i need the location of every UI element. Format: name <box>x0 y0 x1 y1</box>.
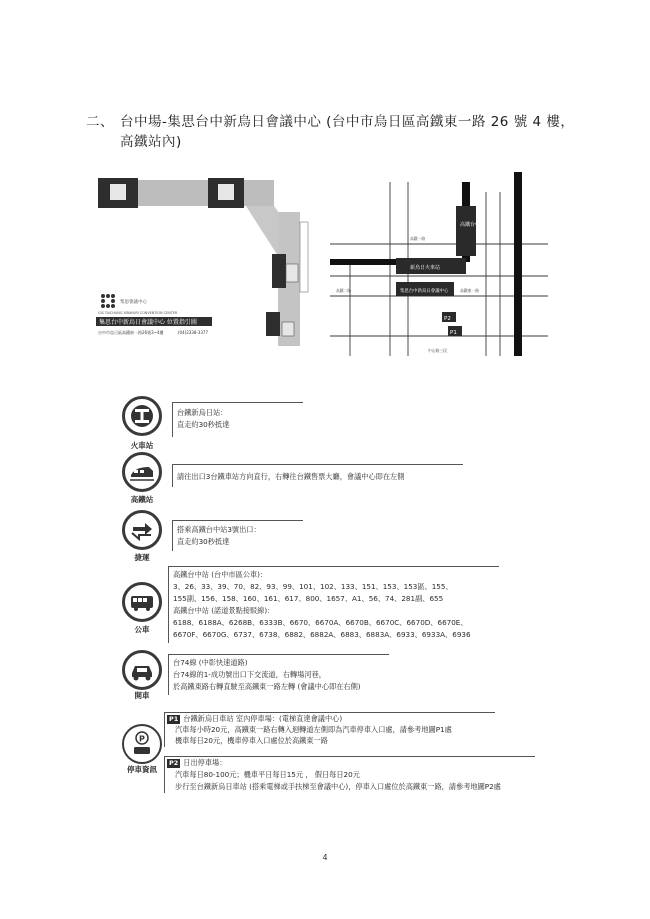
train-line-1: 台鐵新烏日站： <box>177 408 228 417</box>
parking-p1-box <box>164 712 495 747</box>
train-info-box <box>172 402 303 437</box>
svg-text:P: P <box>139 734 145 744</box>
high-speed-rail-icon <box>122 452 162 492</box>
street-map-graphic <box>330 172 548 356</box>
parking-label: 停車資訊 <box>127 765 157 774</box>
car-line-2: 台74線的1-成功號出口下交流道，右轉場河巷， <box>173 670 326 679</box>
bus-line-6: 6670F、6670G、6737、6738、6882、6882A、6883、6883A、6933、6933A、6936 <box>173 630 471 639</box>
floor-plan-map <box>96 172 324 356</box>
parking-p2-title: P2 日出停車場： <box>169 758 227 767</box>
bus-label: 公車 <box>134 625 150 634</box>
map-title: 集思台中新烏日會議中心 位置指引圖 <box>99 319 197 326</box>
train-line-2: 直走約30秒抵達 <box>177 420 230 429</box>
bus-info-box <box>168 566 499 643</box>
bus-line-3: 155副、156、158、160、161、617、800、1657、A1、56、74、281副、655 <box>173 594 444 603</box>
map-street-2: 高鐵二路 <box>336 288 352 293</box>
car-icon <box>122 650 162 690</box>
parking-p2-box <box>164 756 535 793</box>
car-line-3: 於高鐵東路右轉直駛至高鐵東一路左轉 (會議中心即在右側) <box>173 682 361 691</box>
car-line-1: 台74線 (中彰快速道路) <box>173 658 248 667</box>
p2-badge: P2 <box>169 759 179 767</box>
hsr-info-box <box>172 464 463 487</box>
map-hsr-label: 高鐵台中站 <box>460 222 486 228</box>
floor-plan-graphic <box>96 172 324 356</box>
bus-line-4: 高鐵台中站 (諾道景點接駁線)： <box>173 606 275 615</box>
map-street-1: 高鐵一路 <box>410 236 426 241</box>
parking-p1-line-2: 機車每日20元，機車停車入口處位於高鐵東一路 <box>175 736 328 745</box>
car-label: 開車 <box>134 691 150 700</box>
section-title-line1: 台中場-集思台中新烏日會議中心 (台中市烏日區高鐵東一路 26 號 4 樓， <box>120 114 575 130</box>
p1-badge: P1 <box>169 715 179 723</box>
bus-line-2: 3、26、33、39、70、82、93、99、101、102、133、151、153、153區、155、 <box>173 582 453 591</box>
map-train-station-label: 新烏日火車站 <box>410 265 441 271</box>
map-address: 台中市烏日區高鐵東一路26號3~4樓 <box>98 330 164 335</box>
map-p1-label: P1 <box>450 330 457 336</box>
parking-p1-line-1: 汽車每小時20元，高鐵東一路右轉入迴轉道左側即為汽車停車入口處，請參考地圖P1處 <box>175 725 452 734</box>
page-number: 4 <box>322 853 328 862</box>
parking-p2-line-2: 步行至台鐵新烏日車站 (搭乘電梯或手扶梯至會議中心)，停車入口處位於高鐵東一路，請參考地圖P2處 <box>175 782 501 791</box>
parking-p2-line-1: 汽車每日80-100元；機車平日每日15元 ， 假日每日20元 <box>175 770 360 779</box>
train-icon <box>122 396 162 436</box>
parking-p1-title: P1 台鐵新烏日車站 室內停車場：(電梯直達會議中心) <box>169 714 343 723</box>
hsr-label: 高鐵站 <box>130 495 154 504</box>
parking-icon <box>122 724 162 764</box>
section-number: 二、 <box>86 114 114 130</box>
transfer-label: 捷運 <box>134 553 150 562</box>
car-info-box <box>168 654 389 695</box>
map-logo-text: 集思會議中心 <box>120 300 147 305</box>
bus-line-1: 高鐵台中站 (台中市區公車)： <box>173 570 268 579</box>
train-label: 火車站 <box>130 441 154 450</box>
transfer-icon <box>122 510 162 550</box>
map-street-4: 中山路三段 <box>428 348 447 353</box>
transfer-line-2: 直走約30秒抵達 <box>177 537 230 546</box>
map-conference-label: 集思台中新烏日會議中心 <box>400 289 449 294</box>
transfer-line-1: 搭乘高鐵台中站3號出口： <box>177 525 261 534</box>
section-title-line2: 高鐵站內) <box>120 134 182 150</box>
bus-icon <box>122 582 162 622</box>
map-phone: (04)2338-3377 <box>178 330 209 335</box>
map-logo-subtitle: GIS TAICHUNG XINWURI CONVENTION CENTER <box>98 311 178 315</box>
bus-line-5: 6188、6188A、6268B、6333B、6670、6670A、6670B、6670C、6670D、6670E、 <box>173 618 468 627</box>
transfer-info-box <box>172 520 303 551</box>
map-street-3: 高鐵東一路 <box>460 288 479 293</box>
hsr-line-1: 請往出口3台鐵車站方向直行，右轉往台鐵售票大廳，會議中心即在左側 <box>177 472 405 481</box>
street-map <box>330 172 548 356</box>
map-p2-label: P2 <box>444 316 451 322</box>
